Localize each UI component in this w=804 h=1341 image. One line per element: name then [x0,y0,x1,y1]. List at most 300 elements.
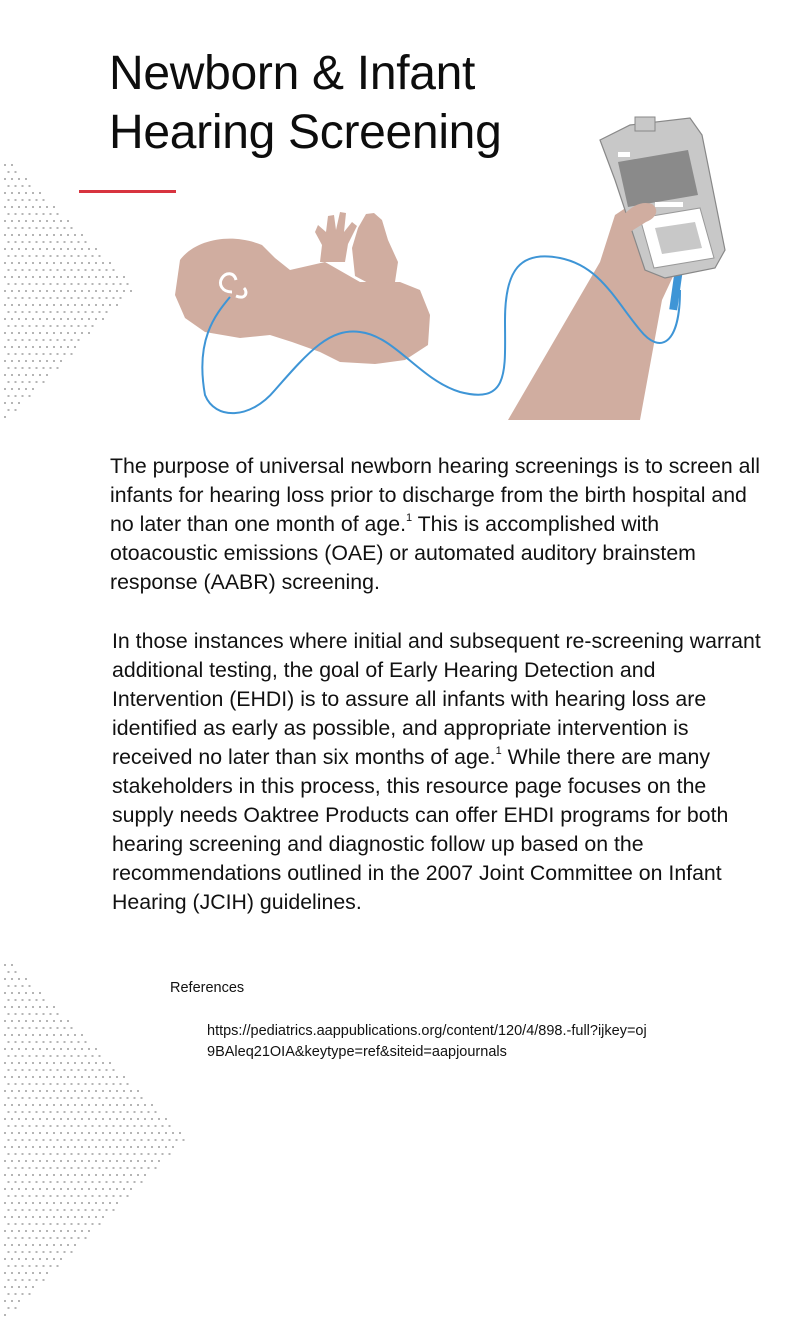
dot [18,1090,20,1092]
dot [74,1188,76,1190]
dot [106,1083,108,1085]
dot [15,1223,17,1225]
dot [92,1069,94,1071]
dot [22,1069,24,1071]
dot [81,1076,83,1078]
dot [144,1174,146,1176]
dot [148,1111,150,1113]
dot [71,1097,73,1099]
dot [46,1062,48,1064]
dot [29,1279,31,1281]
dot [67,1174,69,1176]
dot [39,1048,41,1050]
dot [15,1041,17,1043]
dot [18,1076,20,1078]
dot [151,1132,153,1134]
dot [67,1202,69,1204]
dot [67,1244,69,1246]
dot [151,1104,153,1106]
dot [74,1076,76,1078]
dot [36,1097,38,1099]
dot [36,1111,38,1113]
dot [183,1139,185,1141]
dot [46,1118,48,1120]
dot [81,1230,83,1232]
dot [36,1181,38,1183]
dot [137,1146,139,1148]
dot [123,1160,125,1162]
dot [106,1097,108,1099]
dot [11,1230,13,1232]
dot [78,1055,80,1057]
dot [99,1111,101,1113]
dot [43,1041,45,1043]
dot [95,1118,97,1120]
dot [172,1132,174,1134]
dot [57,1069,59,1071]
dot [57,1111,59,1113]
dot [18,1258,20,1260]
dot [92,1083,94,1085]
dot [11,992,13,994]
dot [67,1020,69,1022]
dot [15,1013,17,1015]
dot [64,1209,66,1211]
dot [29,985,31,987]
dot [4,1076,6,1078]
dot [88,1146,90,1148]
dot [50,1055,52,1057]
dot [8,1097,10,1099]
dot [99,1069,101,1071]
dot [53,1020,55,1022]
dot [113,1125,115,1127]
dot [137,1090,139,1092]
dot [29,1055,31,1057]
dot [64,1111,66,1113]
dot [36,1251,38,1253]
dot [106,1181,108,1183]
dot [134,1097,136,1099]
dot [81,1174,83,1176]
dot [88,1104,90,1106]
dot [92,1097,94,1099]
dot [130,1146,132,1148]
dot [8,1139,10,1141]
dot [32,1286,34,1288]
dot [18,1048,20,1050]
dot [32,1272,34,1274]
dot [4,1216,6,1218]
dot [64,1153,66,1155]
dot [25,1188,27,1190]
dot [15,1139,17,1141]
dot [32,1244,34,1246]
dot [50,1069,52,1071]
dot [8,971,10,973]
dot [134,1139,136,1141]
dot [99,1055,101,1057]
dot [18,1020,20,1022]
dot [67,1104,69,1106]
dot [53,1146,55,1148]
dot [18,1188,20,1190]
dot [36,1013,38,1015]
dot [32,1160,34,1162]
dot [85,1111,87,1113]
footnote-ref[interactable]: 1 [406,511,413,524]
footnote-ref[interactable]: 1 [495,744,502,757]
dot [165,1118,167,1120]
dot [8,1209,10,1211]
dot [130,1118,132,1120]
dot [29,1027,31,1029]
dot [53,1034,55,1036]
dot [102,1118,104,1120]
dot [109,1132,111,1134]
dot [25,1048,27,1050]
references-heading: References [170,980,245,996]
dot [85,1097,87,1099]
dot [43,1125,45,1127]
dot [64,1027,66,1029]
dot [109,1146,111,1148]
dot [95,1216,97,1218]
dot [36,1027,38,1029]
dot [99,1209,101,1211]
dot [109,1076,111,1078]
dot [141,1139,143,1141]
dot [4,1188,6,1190]
dot [25,1076,27,1078]
dot [4,1300,6,1302]
dot [53,1090,55,1092]
dot [15,1293,17,1295]
dot [162,1139,164,1141]
dot [74,1034,76,1036]
dot [11,1188,13,1190]
dot [18,1286,20,1288]
dot [39,1258,41,1260]
dot [22,1153,24,1155]
dot [25,1202,27,1204]
dot [57,1097,59,1099]
dot [95,1076,97,1078]
dot [25,1132,27,1134]
dot [88,1202,90,1204]
dot [11,1160,13,1162]
dot [113,1181,115,1183]
dot [32,1062,34,1064]
dot [67,1090,69,1092]
dot [113,1097,115,1099]
dot [95,1160,97,1162]
dot [8,1069,10,1071]
dot [8,1125,10,1127]
dot [50,1139,52,1141]
dot [4,992,6,994]
dot [137,1160,139,1162]
dot [109,1090,111,1092]
dot [99,1083,101,1085]
dot [116,1146,118,1148]
dot [88,1118,90,1120]
dot [46,1174,48,1176]
dot [74,1048,76,1050]
dot [36,1167,38,1169]
dot [155,1125,157,1127]
dot [22,1013,24,1015]
dot [22,1111,24,1113]
dot [60,1174,62,1176]
dot [85,1181,87,1183]
dot [50,1223,52,1225]
dot [46,1230,48,1232]
dot [15,1167,17,1169]
dot [106,1125,108,1127]
dot [4,1048,6,1050]
dot [8,1041,10,1043]
dot [18,1160,20,1162]
dot [8,1237,10,1239]
dot [158,1118,160,1120]
dot [18,1146,20,1148]
dot [39,1062,41,1064]
dot [148,1125,150,1127]
dot [102,1174,104,1176]
dot [64,1139,66,1141]
dot [92,1223,94,1225]
dot [95,1132,97,1134]
dot [46,1076,48,1078]
dot [127,1125,129,1127]
dot [102,1104,104,1106]
dot [120,1195,122,1197]
dot [120,1167,122,1169]
dot [8,1027,10,1029]
dot [64,1181,66,1183]
dot [60,1020,62,1022]
dot [127,1167,129,1169]
dot [137,1174,139,1176]
dot [148,1167,150,1169]
dot [50,1125,52,1127]
dot [85,1237,87,1239]
dot [144,1104,146,1106]
dot [4,1314,6,1316]
dot [74,1090,76,1092]
dot [74,1118,76,1120]
dot [46,1202,48,1204]
dot [53,1230,55,1232]
dot [46,1160,48,1162]
dot [29,1069,31,1071]
dot [53,1118,55,1120]
dot [43,1251,45,1253]
dot [53,1216,55,1218]
reference-link[interactable]: https://pediatrics.aappublications.org/content/120/4/898.-full?ijkey=oj9BAleq21OIA&keytype=ref&siteid=aapjournals [207,1023,647,1060]
dot [67,1132,69,1134]
dot [116,1090,118,1092]
dot [15,1279,17,1281]
dot [15,1069,17,1071]
dot [71,1223,73,1225]
dot [113,1111,115,1113]
dot [67,1160,69,1162]
dot [15,1153,17,1155]
dot [81,1090,83,1092]
dot [4,1272,6,1274]
dot [22,1055,24,1057]
dot [109,1104,111,1106]
dot [32,1118,34,1120]
dot [11,1202,13,1204]
dot [36,1195,38,1197]
dot [46,1132,48,1134]
dot [50,1153,52,1155]
dot [127,1195,129,1197]
dot [113,1139,115,1141]
dot [36,1265,38,1267]
dot [81,1062,83,1064]
dot [11,1104,13,1106]
dot [88,1062,90,1064]
dot [53,1132,55,1134]
dot [95,1062,97,1064]
dot [102,1146,104,1148]
dot [74,1244,76,1246]
dot [179,1132,181,1134]
dot [50,1209,52,1211]
dot [67,1048,69,1050]
dot [78,1181,80,1183]
dot [22,985,24,987]
dot [92,1055,94,1057]
dot [43,1181,45,1183]
dot [36,1153,38,1155]
dot [15,1251,17,1253]
dot [15,1111,17,1113]
dot [64,1237,66,1239]
dot [151,1146,153,1148]
dot [4,1202,6,1204]
dot [151,1160,153,1162]
dot [95,1090,97,1092]
dot [46,1146,48,1148]
dot [18,1118,20,1120]
dot [71,1027,73,1029]
dot [123,1090,125,1092]
dot [130,1188,132,1190]
dot [88,1090,90,1092]
dot [71,1139,73,1141]
dot [88,1174,90,1176]
dot [74,1160,76,1162]
dot [158,1146,160,1148]
dot [57,1195,59,1197]
dot [22,1265,24,1267]
dot [43,1279,45,1281]
dot [81,1034,83,1036]
dot [11,1076,13,1078]
dot [123,1132,125,1134]
dot [22,1125,24,1127]
dot [18,1062,20,1064]
dot [123,1076,125,1078]
dot [22,1223,24,1225]
dot [15,1181,17,1183]
dot [99,1153,101,1155]
dot [92,1195,94,1197]
dot [25,1258,27,1260]
dot [46,1034,48,1036]
dot [50,1097,52,1099]
dot [32,1216,34,1218]
dot [39,1202,41,1204]
dot [127,1153,129,1155]
dot [29,1209,31,1211]
dot [18,1034,20,1036]
dot [32,1006,34,1008]
dot [99,1167,101,1169]
dot [46,1104,48,1106]
dot [11,1300,13,1302]
dot [71,1181,73,1183]
dot [85,1223,87,1225]
dot [32,1202,34,1204]
dot [113,1153,115,1155]
dot [113,1069,115,1071]
dot [4,1090,6,1092]
dot [92,1111,94,1113]
dot [74,1146,76,1148]
dot [85,1139,87,1141]
dot [32,1146,34,1148]
dot [144,1146,146,1148]
dot [102,1188,104,1190]
dot [71,1195,73,1197]
dot [123,1174,125,1176]
dot [39,1118,41,1120]
dot [81,1216,83,1218]
dot [8,1181,10,1183]
dot [95,1146,97,1148]
dot [148,1153,150,1155]
dot [81,1202,83,1204]
dot [141,1097,143,1099]
dot [36,1223,38,1225]
dot [57,1055,59,1057]
dot [15,1195,17,1197]
dot [43,1153,45,1155]
dot [22,1027,24,1029]
dot [4,1174,6,1176]
dot [4,1104,6,1106]
dot [8,1223,10,1225]
dot [11,1062,13,1064]
dot [116,1160,118,1162]
dot [29,1013,31,1015]
dot [92,1139,94,1141]
dot [22,1293,24,1295]
dot [46,1048,48,1050]
dot [130,1174,132,1176]
dot [144,1160,146,1162]
dot [36,999,38,1001]
dot [8,1111,10,1113]
dot [57,1167,59,1169]
dot [8,985,10,987]
